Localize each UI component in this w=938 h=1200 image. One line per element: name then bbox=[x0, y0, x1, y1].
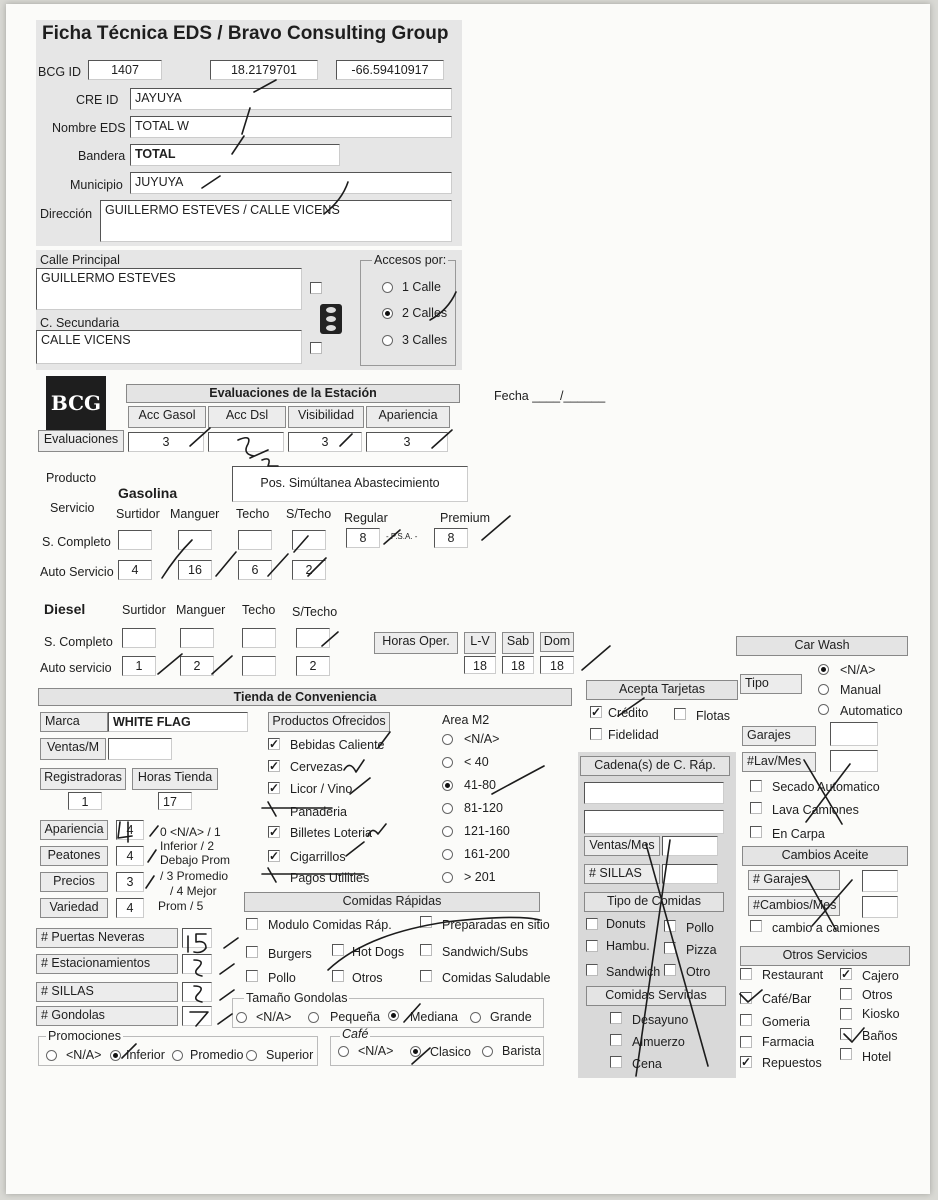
visibilidad-header: Visibilidad bbox=[288, 406, 364, 428]
pos-simultanea-label: Pos. Simúltanea Abastecimiento bbox=[232, 466, 468, 502]
restaurant-label: Restaurant bbox=[762, 968, 824, 982]
dsl-techo-header: Techo bbox=[242, 603, 276, 617]
banos-label: Baños bbox=[862, 1029, 898, 1043]
horas-oper-button[interactable]: Horas Oper. bbox=[374, 632, 458, 654]
tarjetas-header: Acepta Tarjetas bbox=[586, 680, 738, 700]
apariencia-header: Apariencia bbox=[366, 406, 450, 428]
ink-curve-comidas bbox=[328, 917, 540, 970]
licor-checkbox[interactable]: ✓ bbox=[269, 781, 280, 795]
cafe-na-label: <N/A> bbox=[358, 1044, 394, 1058]
ink-tick-gas-sc-man bbox=[162, 540, 192, 578]
puertas-neveras-label: # Puertas Neveras bbox=[36, 928, 178, 948]
aceite-header: Cambios Aceite bbox=[742, 846, 908, 866]
dsl-stecho-header: S/Techo bbox=[292, 605, 338, 619]
carwash-garajes-label: Garajes bbox=[742, 726, 816, 746]
ink-tick-peat bbox=[148, 850, 156, 862]
scale-legend-3: Debajo Prom bbox=[160, 853, 231, 867]
dom-field[interactable]: 18 bbox=[540, 656, 574, 674]
fecha-label: Fecha ____/______ bbox=[494, 389, 606, 403]
dom-header: Dom bbox=[540, 632, 574, 652]
ink-tick-gasol bbox=[190, 428, 210, 446]
dsl-as-surtidor-field[interactable]: 1 bbox=[122, 656, 156, 676]
ink-tick-apa bbox=[432, 430, 452, 448]
ink-tick-nombre bbox=[232, 136, 244, 154]
acc-gasol-field[interactable]: 3 bbox=[128, 432, 204, 452]
bcg-id-label: BCG ID bbox=[38, 65, 82, 79]
nombre-label: Nombre EDS bbox=[52, 121, 126, 135]
gondola-na-label: <N/A> bbox=[256, 1010, 292, 1024]
gas-as-techo-field[interactable]: 6 bbox=[238, 560, 272, 580]
preparadas-label: Preparadas en sitio bbox=[442, 918, 550, 932]
scale-legend-4: / 3 Promedio bbox=[160, 869, 229, 883]
evaluaciones-button[interactable]: Evaluaciones bbox=[38, 430, 124, 452]
billetes-checkbox[interactable]: ✓ bbox=[269, 825, 280, 839]
cervezas-label: Cervezas bbox=[290, 760, 343, 774]
municipio-field[interactable]: JUYUYA bbox=[130, 172, 452, 194]
accesos-1-label: 1 Calle bbox=[402, 280, 441, 294]
premium-label: Premium bbox=[440, 511, 491, 525]
bebidas-label: Bebidas Caliente bbox=[290, 738, 385, 752]
ink-tick-municipio bbox=[202, 176, 220, 188]
cigarrillos-checkbox[interactable]: ✓ bbox=[269, 849, 280, 863]
ink-tick-cre bbox=[242, 108, 250, 134]
scale-legend-2: Inferior / 2 bbox=[160, 839, 215, 853]
licor-label: Licor / Vino bbox=[290, 782, 353, 796]
area-label: Area M2 bbox=[442, 713, 490, 727]
accesos-3-label: 3 Calles bbox=[402, 333, 448, 347]
ink-num-dsl bbox=[238, 438, 278, 466]
ink-tick-prec bbox=[146, 876, 154, 888]
ink-tick-gas-stecho bbox=[294, 536, 308, 552]
accesos-2-label: 2 Calles bbox=[402, 306, 448, 320]
ink-tick-accesos bbox=[430, 292, 456, 320]
ink-tick-inferior bbox=[122, 1044, 136, 1058]
ink-strike-pagos bbox=[262, 868, 364, 882]
area-na-label: <N/A> bbox=[464, 732, 500, 746]
ink-tick-banos bbox=[844, 1028, 864, 1042]
secado-label: Secado Automatico bbox=[772, 780, 880, 794]
ink-num-7 bbox=[190, 1012, 232, 1026]
dsl-auto-servicio-label: Auto servicio bbox=[40, 661, 112, 675]
cafe-label: Café bbox=[342, 1027, 369, 1041]
ventas-m-label: Ventas/M bbox=[40, 738, 106, 760]
horas-tienda-label: Horas Tienda bbox=[132, 768, 218, 790]
ink-tick-prem bbox=[482, 516, 510, 540]
ink-tick-vis bbox=[340, 434, 352, 446]
peatones-field[interactable]: 4 bbox=[116, 846, 144, 866]
comidas-header: Comidas Rápidas bbox=[244, 892, 540, 912]
repuestos-label: Repuestos bbox=[762, 1056, 822, 1070]
area-161-200-label: 161-200 bbox=[464, 847, 510, 861]
promo-na-label: <N/A> bbox=[66, 1048, 102, 1062]
camiones-label: cambio a camiones bbox=[772, 921, 880, 935]
variedad-field[interactable]: 4 bbox=[116, 898, 144, 918]
ink-tick-billetes bbox=[368, 824, 386, 836]
area-121-160-label: 121-160 bbox=[464, 824, 510, 838]
precios-field[interactable]: 3 bbox=[116, 872, 144, 892]
bcg-id-field[interactable]: 1407 bbox=[88, 60, 162, 80]
lav-mes-label: #Lav/Mes bbox=[742, 752, 816, 772]
hambu-label: Hambu. bbox=[606, 939, 650, 953]
ink-tick-gas-as-techo bbox=[216, 552, 236, 576]
diesel-label: Diesel bbox=[44, 601, 86, 617]
dsl-as-stecho-field[interactable]: 2 bbox=[296, 656, 330, 676]
marca-field[interactable]: WHITE FLAG bbox=[108, 712, 248, 732]
cadena-sandwich-label: Sandwich bbox=[606, 965, 661, 979]
promociones-label: Promociones bbox=[48, 1029, 121, 1043]
desayuno-label: Desayuno bbox=[632, 1013, 689, 1027]
ink-tick-cig bbox=[346, 842, 364, 856]
scale-legend-5: / 4 Mejor bbox=[170, 884, 217, 898]
gomeria-label: Gomeria bbox=[762, 1015, 810, 1029]
scale-legend-1: 0 <N/A> / 1 bbox=[160, 825, 221, 839]
calle-principal-label: Calle Principal bbox=[40, 253, 120, 267]
dsl-manguer-header: Manguer bbox=[176, 603, 226, 617]
evaluaciones-header: Evaluaciones de la Estación bbox=[126, 384, 460, 403]
farmacia-label: Farmacia bbox=[762, 1035, 815, 1049]
gas-as-manguer-field[interactable]: 16 bbox=[178, 560, 212, 580]
regular-label: Regular bbox=[344, 511, 388, 525]
variedad-label: Variedad bbox=[40, 898, 108, 918]
nombre-field[interactable]: TOTAL W bbox=[130, 116, 452, 138]
ink-tick-cervezas bbox=[344, 760, 364, 772]
visibilidad-field[interactable]: 3 bbox=[288, 432, 362, 452]
dsl-surtidor-header: Surtidor bbox=[122, 603, 166, 617]
ink-tick-gas-as-stecho bbox=[268, 554, 326, 576]
gas-auto-servicio-label: Auto Servicio bbox=[40, 565, 114, 579]
premium-field[interactable]: 8 bbox=[434, 528, 468, 548]
modulo-label: Modulo Comidas Ráp. bbox=[268, 918, 392, 932]
sab-header: Sab bbox=[502, 632, 534, 654]
credito-label: Crédito bbox=[608, 706, 649, 720]
ink-tick-licor bbox=[350, 778, 370, 794]
municipio-label: Municipio bbox=[70, 178, 123, 192]
producto-label: Producto bbox=[46, 471, 97, 485]
promo-promedio-label: Promedio bbox=[190, 1048, 244, 1062]
cre-field[interactable]: JAYUYA bbox=[130, 88, 452, 110]
direccion-label: Dirección bbox=[40, 207, 93, 221]
psa-label: - P.S.A. - bbox=[386, 532, 418, 541]
almuerzo-label: Almuerzo bbox=[632, 1035, 685, 1049]
cre-label: CRE ID bbox=[76, 93, 119, 107]
ink-tick-clasico bbox=[412, 1048, 430, 1064]
cervezas-checkbox[interactable]: ✓ bbox=[269, 759, 280, 773]
calle-secundaria-field[interactable]: CALLE VICENS bbox=[36, 330, 302, 364]
longitude-field[interactable]: -66.59410917 bbox=[336, 60, 444, 80]
area-81-120-label: 81-120 bbox=[464, 801, 503, 815]
form-sheet bbox=[6, 4, 930, 1194]
pollo-label: Pollo bbox=[268, 971, 296, 985]
comidas-servidas-header: Comidas Servidas bbox=[586, 986, 726, 1006]
promo-superior-label: Superior bbox=[266, 1048, 314, 1062]
pagos-label: Pagos Utilities bbox=[290, 871, 370, 885]
hotel-label: Hotel bbox=[862, 1050, 892, 1064]
direccion-field[interactable]: GUILLERMO ESTEVES / CALLE VICENS bbox=[100, 200, 452, 242]
gas-techo-header: Techo bbox=[236, 507, 270, 521]
gondolas-label: # Gondolas bbox=[36, 1006, 178, 1026]
gas-as-surtidor-field[interactable]: 4 bbox=[118, 560, 152, 580]
ink-tick-lat bbox=[254, 80, 276, 92]
flotas-label: Flotas bbox=[696, 709, 731, 723]
donuts-label: Donuts bbox=[606, 917, 646, 931]
acc-dsl-header: Acc Dsl bbox=[208, 406, 286, 428]
lava-camiones-label: Lava Camiones bbox=[772, 803, 859, 817]
ink-x-cadena bbox=[636, 840, 711, 1076]
ink-x-carwash bbox=[804, 760, 850, 824]
cadena-ventas-label: Ventas/Mes bbox=[584, 836, 660, 856]
calle-principal-field[interactable]: GUILLERMO ESTEVES bbox=[36, 268, 302, 310]
servicio-label: Servicio bbox=[50, 501, 95, 515]
promo-inferior-label: Inferior bbox=[126, 1048, 165, 1062]
registradoras-label: Registradoras bbox=[40, 768, 126, 790]
cigarrillos-label: Cigarrillos bbox=[290, 850, 346, 864]
estacionamientos-label: # Estacionamientos bbox=[36, 954, 178, 974]
scale-legend-6: Prom / 5 bbox=[158, 899, 204, 913]
ink-num-4 bbox=[118, 822, 158, 842]
hotdogs-label: Hot Dogs bbox=[352, 945, 405, 959]
sandwich-label: Sandwich/Subs bbox=[442, 945, 529, 959]
productos-header: Productos Ofrecidos bbox=[268, 712, 390, 732]
dsl-s-completo-label: S. Completo bbox=[44, 635, 113, 649]
ink-tick-cafebar bbox=[740, 990, 762, 1002]
bebidas-checkbox[interactable]: ✓ bbox=[269, 737, 280, 751]
area-40-label: < 40 bbox=[464, 755, 489, 769]
area-41-80-label: 41-80 bbox=[464, 778, 496, 792]
pizza-label: Pizza bbox=[686, 943, 717, 957]
cadena-otro-label: Otro bbox=[686, 965, 711, 979]
cajero-checkbox[interactable]: ✓ bbox=[841, 967, 852, 981]
form-title: Ficha Técnica EDS / Bravo Consulting Group bbox=[42, 23, 449, 44]
bandera-label: Bandera bbox=[78, 149, 126, 163]
gondola-mediana-label: Mediana bbox=[410, 1010, 458, 1024]
carwash-na-label: <N/A> bbox=[840, 663, 876, 677]
cena-label: Cena bbox=[632, 1057, 662, 1071]
carpa-label: En Carpa bbox=[772, 827, 825, 841]
precios-label: Precios bbox=[40, 872, 108, 892]
area-201-label: > 201 bbox=[464, 870, 496, 884]
gas-manguer-header: Manguer bbox=[170, 507, 220, 521]
ink-tick-credito bbox=[618, 698, 644, 716]
credito-checkbox[interactable]: ✓ bbox=[591, 705, 602, 719]
lv-header: L-V bbox=[464, 632, 496, 654]
cambios-mes-label: #Cambios/Mes bbox=[748, 896, 840, 916]
carwash-header: Car Wash bbox=[736, 636, 908, 656]
ink-num-8a bbox=[194, 960, 234, 976]
gasolina-label: Gasolina bbox=[118, 485, 178, 501]
cadena-pollo-label: Pollo bbox=[686, 921, 714, 935]
gondola-pequena-label: Pequeña bbox=[330, 1010, 381, 1024]
tienda-sillas-label: # SILLAS bbox=[36, 982, 178, 1002]
handwritten-marks bbox=[6, 4, 930, 1194]
ink-tick-area bbox=[492, 766, 544, 794]
carwash-automatico-label: Automatico bbox=[840, 704, 903, 718]
gondola-grande-label: Grande bbox=[490, 1010, 532, 1024]
ink-num-8b bbox=[194, 986, 234, 1002]
cafe-clasico-label: Clasico bbox=[430, 1045, 471, 1059]
ink-strike-panaderia bbox=[262, 802, 332, 816]
sab-field[interactable]: 18 bbox=[502, 656, 534, 674]
ink-tick-mediana bbox=[404, 1004, 420, 1022]
burgers-label: Burgers bbox=[268, 947, 312, 961]
ink-tick-direccion bbox=[324, 182, 348, 214]
cadena-header: Cadena(s) de C. Ráp. bbox=[580, 756, 730, 776]
dsl-as-manguer-field[interactable]: 2 bbox=[180, 656, 214, 676]
otros-header: Otros Servicios bbox=[740, 946, 910, 966]
registradoras-field[interactable]: 1 bbox=[68, 792, 102, 810]
aceite-garajes-label: # Garajes bbox=[748, 870, 840, 890]
ink-tick-reg bbox=[384, 530, 400, 544]
panaderia-label: Panaderia bbox=[290, 805, 347, 819]
cajero-label: Cajero bbox=[862, 969, 899, 983]
cafebar-label: Café/Bar bbox=[762, 992, 812, 1006]
gas-s-completo-label: S. Completo bbox=[42, 535, 111, 549]
ink-tick-dsl bbox=[158, 632, 338, 674]
horas-tienda-field[interactable]: 17 bbox=[158, 792, 192, 810]
tipo-comidas-header: Tipo de Comidas bbox=[584, 892, 724, 912]
cafe-barista-label: Barista bbox=[502, 1044, 541, 1058]
gas-as-stecho-field[interactable]: 2 bbox=[292, 560, 326, 580]
ink-tick-bebidas bbox=[378, 732, 390, 748]
repuestos-checkbox[interactable]: ✓ bbox=[741, 1055, 752, 1069]
gas-surtidor-header: Surtidor bbox=[116, 507, 160, 521]
tienda-header: Tienda de Conveniencia bbox=[38, 688, 572, 706]
marca-label: Marca bbox=[40, 712, 108, 732]
apariencia-field[interactable]: 3 bbox=[366, 432, 448, 452]
gondolas-size-label: Tamaño Gondolas bbox=[246, 991, 348, 1005]
billetes-label: Billetes Loteria bbox=[290, 826, 372, 840]
regular-field[interactable]: 8 bbox=[346, 528, 380, 548]
kiosko-label: Kiosko bbox=[862, 1007, 900, 1021]
ink-num-15 bbox=[188, 934, 238, 953]
saludable-label: Comidas Saludable bbox=[442, 971, 551, 985]
calle-secundaria-label: C. Secundaria bbox=[40, 316, 120, 330]
accesos-label: Accesos por: bbox=[374, 253, 447, 267]
bcg-logo: BCG bbox=[46, 376, 106, 430]
acc-gasol-header: Acc Gasol bbox=[128, 406, 206, 428]
cadena-sillas-label: # SILLAS bbox=[584, 864, 660, 884]
fidelidad-label: Fidelidad bbox=[608, 728, 659, 742]
ink-x-aceite bbox=[806, 876, 852, 930]
peatones-label: Peatones bbox=[40, 846, 108, 866]
carwash-manual-label: Manual bbox=[840, 683, 881, 697]
otros-comidas-label: Otros bbox=[352, 971, 383, 985]
lv-field[interactable]: 18 bbox=[464, 656, 496, 674]
bandera-field[interactable]: TOTAL bbox=[130, 144, 340, 166]
ink-tick-dom bbox=[582, 646, 610, 670]
apariencia-label: Apariencia bbox=[40, 820, 108, 840]
latitude-field[interactable]: 18.2179701 bbox=[210, 60, 318, 80]
carwash-tipo-label: Tipo bbox=[740, 674, 802, 694]
gas-stecho-header: S/Techo bbox=[286, 507, 332, 521]
otros-servicios-label: Otros bbox=[862, 988, 893, 1002]
apariencia-rating-field[interactable]: 4 bbox=[116, 820, 144, 840]
